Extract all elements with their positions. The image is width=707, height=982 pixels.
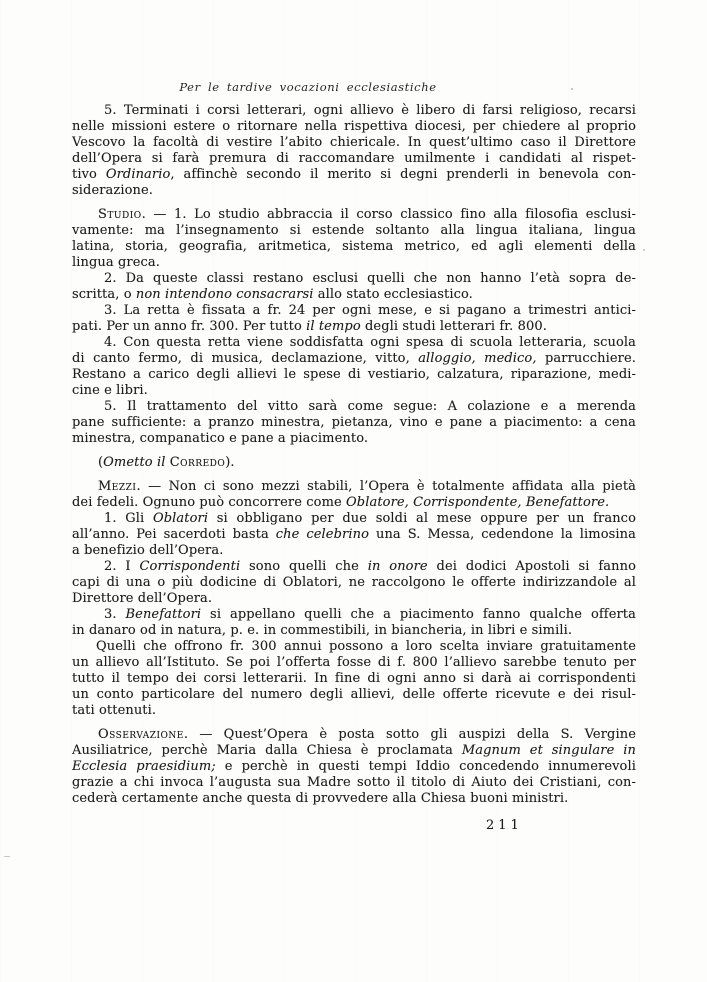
text-line <box>72 775 636 791</box>
text-line <box>72 183 636 199</box>
body-text: tati ottenuti. <box>72 703 157 718</box>
body-text: parrucchiere. <box>536 351 636 366</box>
text-line <box>72 415 636 431</box>
italic-text: Benefattori <box>125 607 202 622</box>
text-line <box>72 335 636 351</box>
body-text: 1. Gli <box>104 511 153 526</box>
body-text: cine e libri. <box>72 383 148 398</box>
section-mezzi <box>72 479 636 511</box>
scan-speck <box>571 88 573 90</box>
body-text: grazie a chi invoca l’augusta sua Madre sotto il titolo di Aiuto dei Cristiani, con- <box>72 775 636 790</box>
text-line <box>72 479 636 495</box>
text-line <box>72 255 636 271</box>
text-line <box>72 511 636 527</box>
body-text: pane sufficiente: a pranzo minestra, pietanza, vino e pane a piacimento: a cena <box>72 415 636 430</box>
body-text: 3. La retta è fissata a fr. 24 per ogni mese, e si pagano a trimestri antici- <box>104 303 636 318</box>
body-text: Restano a carico degli allievi le spese di vestiario, calzatura, riparazione, medi- <box>72 367 636 382</box>
italic-text: non intendono consacrarsi <box>135 287 314 302</box>
text-line <box>72 559 636 575</box>
text-line <box>72 239 636 255</box>
italic-text: Ometto il <box>103 455 166 470</box>
body-text: . — Non ci sono mezzi stabili, l’Opera è totalmente affidata alla pietà <box>136 479 636 494</box>
text-line <box>72 687 636 703</box>
text-line <box>72 655 636 671</box>
body-text: ( <box>98 455 104 470</box>
italic-text: Ecclesia praesidium; <box>72 759 216 774</box>
body-text: degli studi letterari fr. 800. <box>360 319 547 334</box>
body-text: ). <box>225 455 235 470</box>
body-text: di canto fermo, di musica, declamazione, vitto, <box>72 351 419 366</box>
body-text: tutto il tempo dei corsi letterarii. In fine di ogni anno si darà ai corrispondenti <box>72 671 636 686</box>
paragraph-2-classi <box>72 271 636 303</box>
body-text: e perchè in questi tempi Iddio concedendo innumerevoli <box>215 759 636 774</box>
body-text: dell’Opera si farà premura di raccomandare umilmente i candidati al rispet- <box>72 151 636 166</box>
text-line <box>72 455 636 471</box>
italic-text: in onore <box>367 559 428 574</box>
text-line <box>72 167 636 183</box>
note-ometto-corredo <box>72 455 636 471</box>
text-line <box>72 303 636 319</box>
paragraph-3-retta <box>72 303 636 335</box>
small-caps-text: Corredo <box>169 455 226 470</box>
body-text: 4. Con questa retta viene soddisfatta ogni spesa di scuola letteraria, scuola <box>104 335 636 350</box>
text-line <box>72 759 636 775</box>
body-text: 5. Terminati i corsi letterari, ogni allievo è libero di farsi religioso, recarsi <box>104 103 636 118</box>
body-text: a benefizio dell’Opera. <box>72 543 224 558</box>
text-line <box>72 703 636 719</box>
text-line <box>72 527 636 543</box>
body-text: 5. Il trattamento del vitto sarà come segue: A colazione e a merenda <box>104 399 636 414</box>
body-text: latina, storia, geografia, aritmetica, sistema metrico, ed agli elementi della <box>72 239 636 254</box>
body-text: 2. I <box>104 559 140 574</box>
body-text: all’anno. Pei sacerdoti basta <box>72 527 276 542</box>
body-text: in danaro od in natura, p. e. in commestibili, in biancheria, in libri e simili. <box>72 623 573 638</box>
paragraph-5-terminati <box>72 103 636 199</box>
body-text: allo stato ecclesiastico. <box>313 287 473 302</box>
body-text: sono quelli che <box>240 559 368 574</box>
text-line <box>72 399 636 415</box>
body-text: un conto particolare del numero degli allievi, delle offerte ricevute e dei risul- <box>72 687 636 702</box>
body-text: . — 1. Lo studio abbraccia il corso classico fino alla filosofia esclusi- <box>141 207 636 222</box>
text-line <box>72 743 636 759</box>
body-text: dei fedeli. Ognuno può concorrere come <box>72 495 347 510</box>
text-block <box>72 103 636 807</box>
small-caps-text: Studio <box>98 207 142 222</box>
body-text: capi di una o più dodicine di Oblatori, ne raccolgono le offerte indirizzandole al <box>72 575 636 590</box>
paragraph-3-benefattori <box>72 607 636 639</box>
text-line <box>72 151 636 167</box>
body-text: Ausiliatrice, perchè Maria dalla Chiesa è proclamata <box>72 743 462 758</box>
italic-text: che celebrino <box>275 527 369 542</box>
italic-text: Corrispondenti <box>139 559 241 574</box>
text-line <box>72 623 636 639</box>
body-text: si appellano quelli che a piacimento fanno qualche offerta <box>201 607 636 622</box>
italic-text: alloggio, medico, <box>418 351 537 366</box>
body-text: nelle missioni estere o ritornare nella rispettiva diocesi, per chiedere al proprio <box>72 119 636 134</box>
body-text: minestra, companatico e pane a piacimento. <box>72 431 369 446</box>
text-line <box>72 119 636 135</box>
text-line <box>72 367 636 383</box>
body-text: pati. Per un anno fr. 300. Per tutto <box>72 319 307 334</box>
small-caps-text: Osservazione <box>98 727 184 742</box>
scan-speck <box>4 856 10 857</box>
scan-speck <box>643 249 645 251</box>
text-line <box>72 543 636 559</box>
body-text: tivo <box>72 167 106 182</box>
text-line <box>72 791 636 807</box>
text-line <box>72 351 636 367</box>
text-line <box>72 671 636 687</box>
italic-text: Oblatore, Corrispondente, Benefattore. <box>346 495 610 510</box>
text-line <box>72 591 636 607</box>
body-text: 3. <box>104 607 126 622</box>
text-line <box>72 727 636 743</box>
section-osservazione <box>72 727 636 807</box>
body-text: vamente: ma l’insegnamento si estende soltanto alla lingua italiana, lingua <box>72 223 636 238</box>
section-studio <box>72 207 636 271</box>
text-line <box>72 207 636 223</box>
text-line <box>72 287 636 303</box>
body-text: Vescovo la facoltà di vestire l’abito chiericale. In quest’ultimo caso il Direttore <box>72 135 636 150</box>
body-text: cederà certamente anche questa di provvedere alla Chiesa buoni ministri. <box>72 791 569 806</box>
text-line <box>72 607 636 623</box>
body-text: , affinchè secondo il merito si degni prenderli in benevola con- <box>170 167 636 182</box>
italic-text: Magnum et singulare in <box>461 743 636 758</box>
body-text: Direttore dell’Opera. <box>72 591 213 606</box>
body-text: siderazione. <box>72 183 154 198</box>
text-line <box>72 271 636 287</box>
italic-text: Ordinario <box>105 167 171 182</box>
body-text: . — Quest’Opera è posta sotto gli auspizi della S. Vergine <box>183 727 636 742</box>
text-line <box>72 575 636 591</box>
text-line <box>72 383 636 399</box>
body-text: scritta, o <box>72 287 136 302</box>
paragraph-5-vitto <box>72 399 636 447</box>
body-text: 2. Da queste classi restano esclusi quelli che non hanno l’età sopra de- <box>104 271 636 286</box>
body-text: si obbligano per due soldi al mese oppure per un franco <box>208 511 636 526</box>
text-line <box>72 431 636 447</box>
body-text: dei dodici Apostoli si fanno <box>427 559 636 574</box>
text-line <box>72 319 636 335</box>
italic-text: il tempo <box>306 319 361 334</box>
page-number: 211 <box>486 818 523 833</box>
text-line <box>72 135 636 151</box>
italic-text: Oblatori <box>152 511 209 526</box>
paragraph-4-spese <box>72 335 636 399</box>
running-header: Per le tardive vocazioni ecclesiastiche <box>179 80 437 94</box>
text-line <box>72 495 636 511</box>
text-line <box>72 223 636 239</box>
paragraph-quelli-offrono <box>72 639 636 719</box>
text-line <box>72 639 636 655</box>
small-caps-text: Mezzi <box>98 479 137 494</box>
paragraph-1-oblatori <box>72 511 636 559</box>
body-text: Quelli che offrono fr. 300 annui possono a loro scelta inviare gratuitamente <box>96 639 636 654</box>
body-text: una S. Messa, cedendone la limosina <box>369 527 636 542</box>
body-text: un allievo all’Istituto. Se poi l’offerta fosse di f. 800 l’allievo sarebbe tenuto per <box>72 655 636 670</box>
text-line <box>72 103 636 119</box>
body-text: lingua greca. <box>72 255 160 270</box>
paragraph-2-corrispondenti <box>72 559 636 607</box>
